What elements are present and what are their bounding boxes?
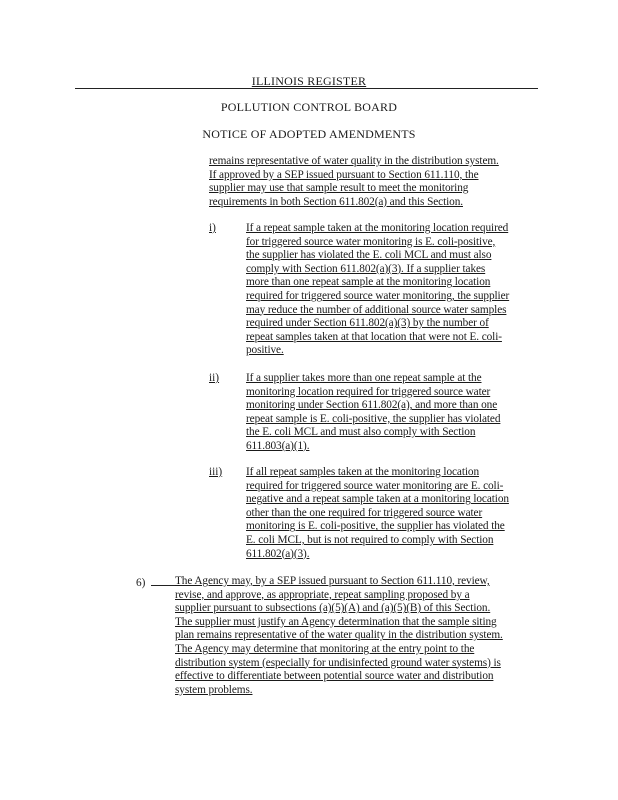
text-line: The Agency may determine that monitoring at the entry point to the [175, 642, 475, 655]
item-ii-text [246, 372, 500, 454]
notice-title: NOTICE OF ADOPTED AMENDMENTS [202, 127, 416, 141]
text-line: repeat samples taken at that location that were not E. coli- [246, 330, 502, 343]
text-line: The Agency may, by a SEP issued pursuant to Section 611.110, review, [175, 575, 490, 587]
text-line: If a repeat sample taken at the monitoring location required [246, 222, 509, 234]
text-line: E. coli MCL, but is not required to comply with Section [246, 533, 494, 546]
board-title: POLLUTION CONTROL BOARD [220, 100, 398, 114]
text-line: required for triggered source water monitoring are E. coli- [246, 479, 504, 492]
item-i-text [246, 222, 509, 358]
item-iii-text [246, 466, 509, 561]
register-title: ILLINOIS REGISTER [251, 74, 367, 88]
text-line: the E. coli MCL and must also comply with Section [246, 426, 476, 439]
text-line: 611.802(a)(3). [246, 547, 310, 560]
text-line: The supplier must justify an Agency determination that the sample siting [175, 615, 497, 628]
text-line: required for triggered source water monitoring, the supplier [246, 289, 510, 302]
text-line: monitoring is E. coli-positive, the supplier has violated the [246, 520, 505, 533]
text-line: monitoring location required for triggered source water [246, 385, 491, 398]
text-line: other than the one required for triggered source water [246, 506, 483, 519]
text-line: required under Section 611.802(a)(3) by the number of [246, 317, 489, 330]
text-line: supplier pursuant to subsections (a)(5)(A) and (a)(5)(B) of this Section. [175, 602, 491, 615]
text-line: supplier may use that sample result to meet the monitoring [209, 182, 469, 195]
text-line: 611.803(a)(1). [246, 439, 310, 452]
text-line: negative and a repeat sample taken at a monitoring location [246, 493, 509, 506]
text-line: revise, and approve, as appropriate, repeat sampling proposed by a [175, 588, 470, 601]
text-line: If a supplier takes more than one repeat sample at the [246, 372, 482, 384]
text-line: may reduce the number of additional source water samples [246, 303, 507, 316]
text-line: effective to differentiate between potential source water and distribution [175, 670, 494, 683]
text-line: If all repeat samples taken at the monitoring location [246, 466, 480, 478]
text-line: the supplier has violated the E. coli MCL and must also [246, 249, 492, 262]
text-line: repeat sample is E. coli-positive, the supplier has violated [246, 412, 501, 425]
text-line: comply with Section 611.802(a)(3). If a supplier takes [246, 262, 486, 275]
paragraph-6-number: 6) [136, 577, 146, 589]
text-line: plan remains representative of the water quality in the distribution system. [175, 629, 503, 642]
text-line: for triggered source water monitoring is E. coli-positive, [246, 235, 496, 248]
text-line: distribution system (especially for undisinfected ground water systems) is [175, 656, 501, 669]
text-line: monitoring under Section 611.802(a), and more than one [246, 399, 498, 412]
text-line: If approved by a SEP issued pursuant to Section 611.110, the [209, 168, 479, 181]
text-line: system problems. [175, 683, 253, 696]
text-line: requirements in both Section 611.802(a) and this Section. [209, 195, 463, 208]
text-line: more than one repeat sample at the monitoring location [246, 276, 491, 289]
paragraph-6-text [175, 575, 503, 697]
text-line: positive. [246, 344, 284, 357]
intro-paragraph [209, 155, 499, 209]
item-label-iii: iii) [209, 466, 223, 478]
item-label-ii: ii) [209, 372, 220, 384]
item-label-i: i) [209, 222, 216, 234]
text-line: remains representative of water quality in the distribution system. [209, 155, 499, 167]
